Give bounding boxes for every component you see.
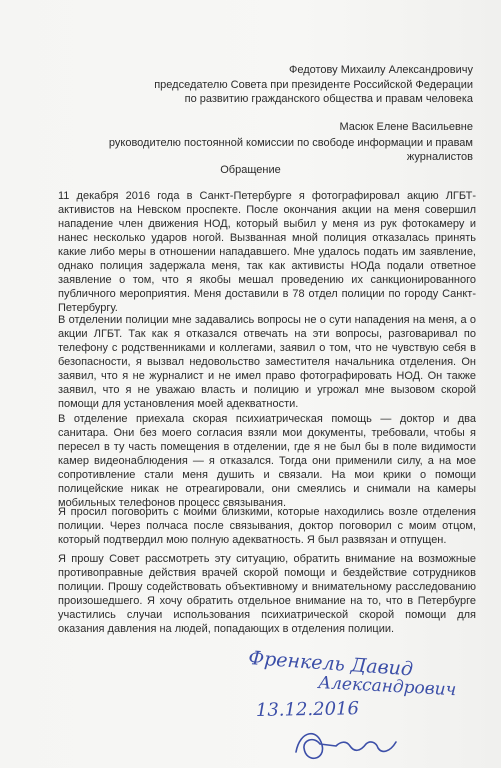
addressee-2-title: руководителю постоянной комиссии по свободе информации и правам журналистов	[108, 137, 473, 163]
handwritten-signature	[296, 734, 396, 759]
addressee-1-name: Федотову Михаилу Александровичу	[288, 64, 473, 76]
handwritten-name-line2: Александрович	[317, 673, 457, 701]
handwritten-date: 13.12.2016	[255, 698, 360, 721]
addressee-1-title: председателю Совета при президенте Российской Федерации по развитию гражданского общества и правам человека	[154, 79, 473, 105]
paragraph-2: В отделении полиции мне задавались вопросы не о сути нападения на меня, а о акции ЛГБТ. Так как я отказался отвечать на эти вопросы, разговаривал по телефону с родственниками и коллегами, заявил о том, что не чувствую себя в безопасности, я вызвал недовольство заместителя начальника отделения. Он заявил, что я не журналист и не имел право фотографировать НОД. Он также заявил, что я не уважаю власть и полицию и угрожал мне вызовом скорой помощи для установления моей адекватности.	[58, 314, 476, 410]
document-title: Обращение	[220, 164, 281, 176]
handwritten-name-line1: Френкель Давид	[247, 647, 414, 681]
paragraph-4: Я просил поговорить с моими близкими, которые находились возле отделения полиции. Через полчаса после связывания, доктор поговорил с моим отцом, который подтвердил мою полную адекватность. Я был развязан и отпущен.	[58, 506, 476, 546]
paragraph-3: В отделение приехала скорая психиатрическая помощь — доктор и два санитара. Они без моего согласия взяли мои документы, требовали, чтобы я пересел в ту часть помещения в отделении, где я не был бы в поле видимости камер видеонаблюдения — я отказался. Тогда они применили силу, а на мое сопротивление стали меня душить и связали. На мои крики о помощи полицейские никак не отреагировали, они смеялись и снимали на камеры мобильных телефонов процесс связывания.	[58, 413, 476, 509]
paragraph-5: Я прошу Совет рассмотреть эту ситуацию, обратить внимание на возможные противоправные действия врачей скорой помощи и бездействие сотрудников полиции. Прошу содействовать объективному и внимательному расследованию произошедшего. Я хочу обратить отдельное внимание на то, что в Петербурге участились случаи использования психиатрической скорой помощи для оказания давления на людей, попадающих в отделения полиции.	[58, 553, 476, 635]
addressee-2-name: Масюк Елене Васильевне	[339, 121, 473, 133]
paragraph-1: 11 декабря 2016 года в Санкт-Петербурге я фотографировал акцию ЛГБТ-активистов на Невском проспекте. После окончания акции на меня совершил нападение член движения НОД, который выбил у меня из рук фотокамеру и нанес несколько ударов ногой. Вызванная мной полиция отказалась принять какие либо меры в отношении нападавшего. Мне удалось подать им заявление, однако полиция задержала меня, так как активисты НОДа подали ответное заявление о том, что я якобы мешал проведению их санкционированного публичного мероприятия. Меня доставили в 78 отдел полиции по городу Санкт-Петербургу.	[58, 190, 476, 314]
